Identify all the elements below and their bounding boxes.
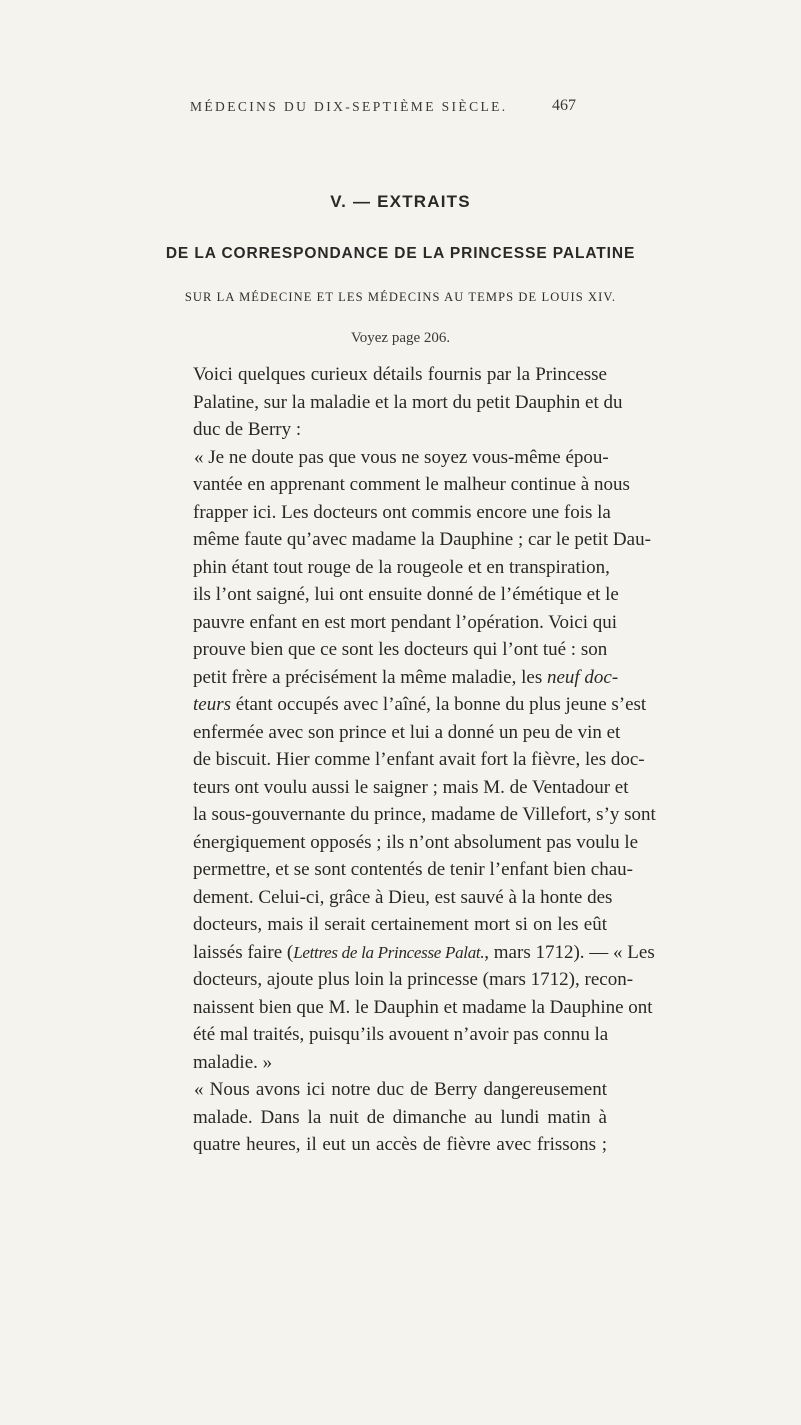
text-line: naissent bien que M. le Dauphin et madame la Dauphine ont: [193, 996, 653, 1018]
running-title: MÉDECINS DU DIX-SEPTIÈME SIÈCLE.: [190, 99, 508, 114]
page-number: 467: [552, 97, 576, 114]
italic-run: neuf doc-: [546, 666, 619, 688]
section-title: V. — EXTRAITS: [330, 192, 471, 211]
text-line: [193, 691, 647, 719]
text-line: « Je ne doute pas que vous ne soyez vous-même épou-: [194, 446, 609, 468]
text-line: teurs ont voulu aussi le saigner ; mais M. de Ventadour et: [193, 776, 629, 798]
text-line: énergiquement opposés ; ils n’ont absolument pas voulu le: [193, 831, 639, 853]
cross-reference: Voyez page 206.: [350, 330, 451, 346]
text-line: phin étant tout rouge de la rougeole et en transpiration,: [193, 556, 610, 578]
text-line: vantée en apprenant comment le malheur continue à nous: [193, 474, 630, 495]
text-line: maladie. »: [193, 1051, 273, 1073]
text-line: docteurs, mais il serait certainement mort si on les eût: [193, 914, 607, 935]
text-line: Voici quelques curieux détails fournis par la Princesse: [193, 364, 607, 385]
text-run: étant occupés avec l’aîné, la bonne du plus jeune s’est: [231, 694, 647, 715]
text-line: permettre, et se sont contentés de tenir l’enfant bien chau-: [193, 859, 633, 880]
text-line: [193, 664, 619, 692]
section-subsubtitle: SUR LA MÉDECINE ET LES MÉDECINS AU TEMPS DE LOUIS XIV.: [184, 290, 617, 304]
text-line: prouve bien que ce sont les docteurs qui l’ont tué : son: [193, 639, 608, 660]
text-line: Palatine, sur la maladie et la mort du petit Dauphin et du: [193, 391, 623, 413]
text-line: enfermée avec son prince et lui a donné un peu de vin et: [193, 721, 621, 743]
text-line: docteurs, ajoute plus loin la princesse (mars 1712), recon-: [193, 969, 634, 990]
text-run: , mars 1712). — « Les: [484, 941, 655, 963]
text-line: même faute qu’avec madame la Dauphine ; car le petit Dau-: [193, 529, 651, 550]
text-line: été mal traités, puisqu’ils avouent n’avoir pas connu la: [193, 1024, 609, 1045]
text-line: [193, 939, 655, 967]
text-line: frapper ici. Les docteurs ont commis encore une fois la: [193, 501, 611, 523]
italic-run: Lettres de la Princesse Palat.: [293, 942, 485, 962]
text-line: malade. Dans la nuit de dimanche au lundi matin à: [193, 1106, 607, 1128]
running-head: [0, 99, 801, 121]
body-text: [193, 361, 656, 1159]
text-line: « Nous avons ici notre duc de Berry dangereusement: [194, 1079, 607, 1100]
text-line: dement. Celui-ci, grâce à Dieu, est sauvé à la honte des: [193, 886, 613, 908]
text-line: la sous-gouvernante du prince, madame de Villefort, s’y sont: [193, 804, 656, 825]
section-subtitle: DE LA CORRESPONDANCE DE LA PRINCESSE PALATINE: [165, 245, 636, 262]
text-line: ils l’ont saigné, lui ont ensuite donné de l’émétique et le: [193, 584, 619, 605]
text-run: petit frère a précisément la même maladie, les: [193, 666, 547, 688]
text-line: quatre heures, il eut un accès de fièvre avec frissons ;: [193, 1134, 607, 1155]
text-run: laissés faire (: [193, 941, 294, 963]
text-line: pauvre enfant en est mort pendant l’opération. Voici qui: [193, 611, 618, 633]
text-line: de biscuit. Hier comme l’enfant avait fort la fièvre, les doc-: [193, 749, 645, 770]
text-line: duc de Berry :: [193, 419, 302, 440]
italic-run: teurs: [193, 694, 231, 715]
